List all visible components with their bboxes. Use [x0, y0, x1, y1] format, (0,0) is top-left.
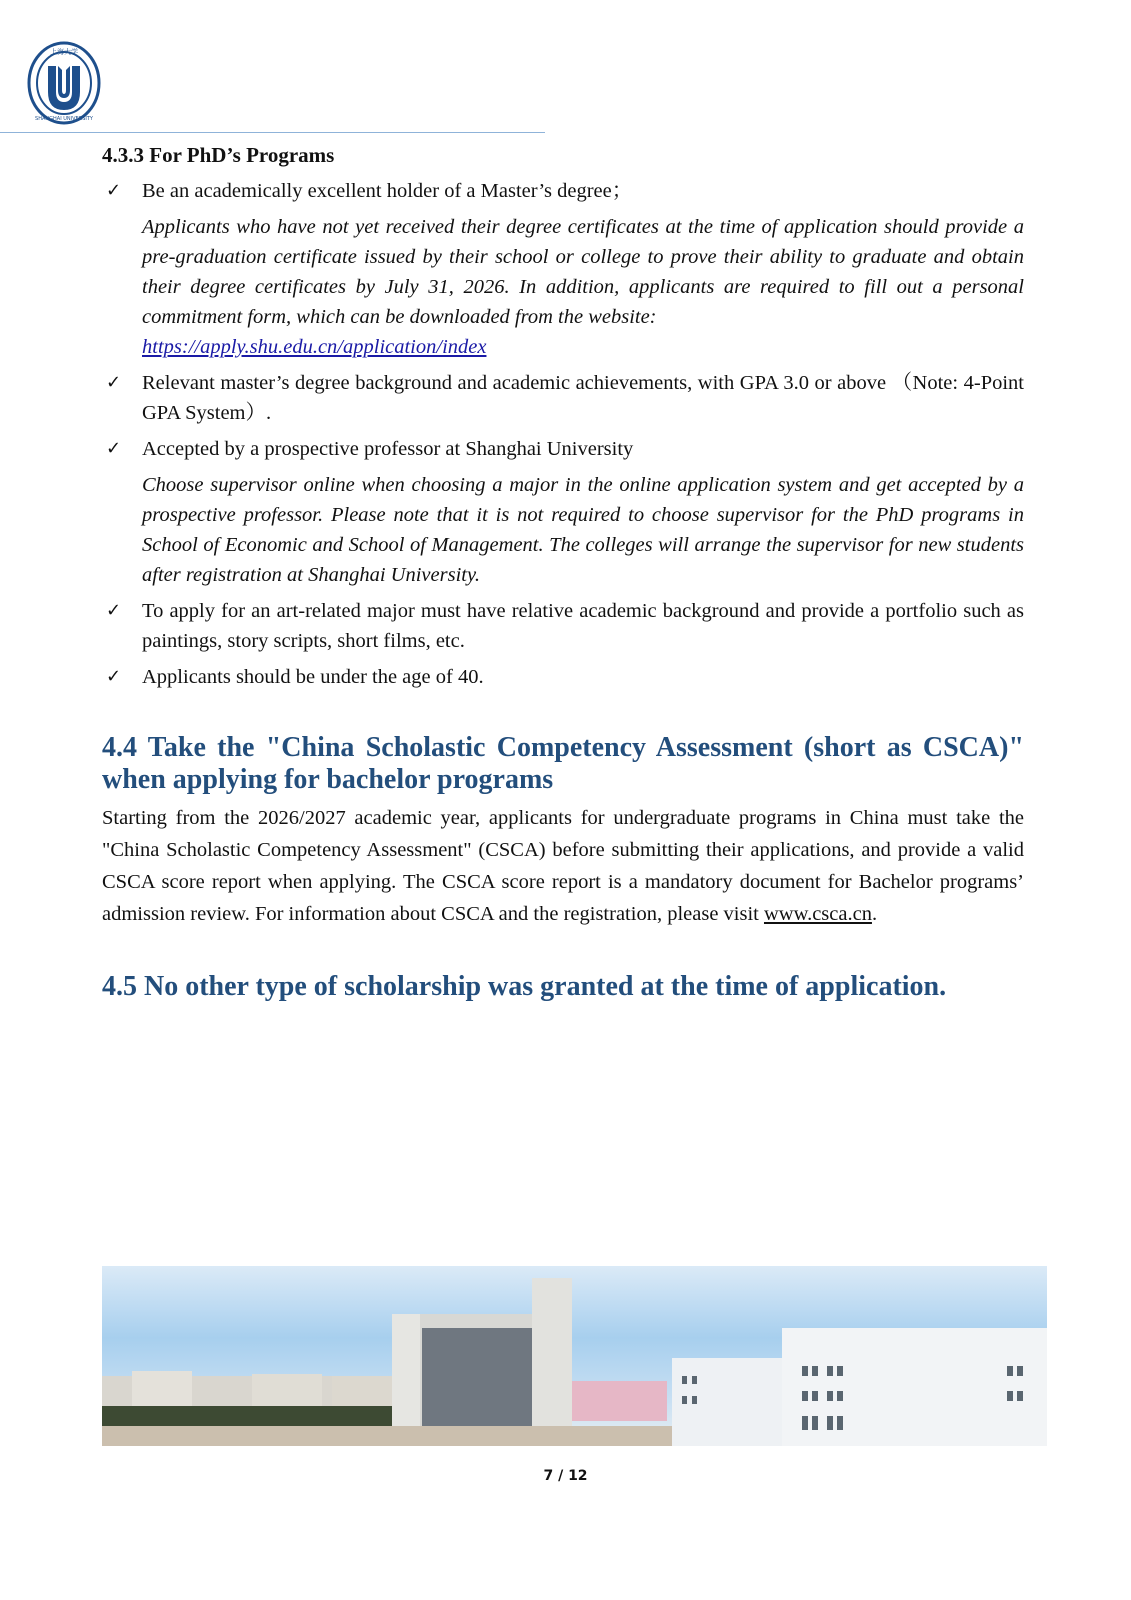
campus-illustration — [102, 1266, 1047, 1446]
section-4-5-heading: 4.5 No other type of scholarship was granted at the time of application. — [102, 971, 947, 1002]
requirement-note: Applicants who have not yet received their degree certificates at the time of application should provide a pre-graduation certificate issued by their school or college to prove their ability to graduate and obtain their degree certificates by July 31, 2026. In addition, applicants are required to fill out a personal commitment form, which can be downloaded from the website: https://apply.shu.edu.cn/application/index — [142, 216, 1024, 358]
checkmark-icon: ✓ — [106, 666, 122, 687]
checkmark-icon: ✓ — [106, 372, 122, 393]
requirement-item: ✓ To apply for an art-related major must have relative academic background and provide a portfolio such as paintings, story scripts, short films, etc. — [102, 596, 1024, 656]
checkmark-icon: ✓ — [106, 600, 122, 621]
header-divider — [0, 132, 545, 133]
application-link[interactable]: https://apply.shu.edu.cn/application/index — [142, 336, 487, 358]
requirement-note: Choose supervisor online when choosing a major in the online application system and get accepted by a prospective professor. Please note that it is not required to choose supervisor for the PhD programs in School of Economic and School of Management. The colleges will arrange the supervisor for new students after registration at Shanghai University. — [142, 474, 1024, 586]
svg-text:上海大学: 上海大学 — [50, 48, 78, 56]
requirement-item: ✓ Be an academically excellent holder of a Master’s degree； — [102, 176, 1024, 206]
section-4-3-3-heading: 4.3.3 For PhD’s Programs — [102, 143, 335, 167]
campus-photo — [102, 1266, 1047, 1446]
csca-link[interactable]: www.csca.cn — [763, 903, 872, 925]
page-content — [102, 140, 1024, 1004]
section-4-4-body: Starting from the 2026/2027 academic year, applicants for undergraduate programs in China must take the "China Scholastic Competency Assessment" (CSCA) before submitting their applications, and provide a valid CSCA score report when applying. The CSCA score report is a mandatory document for Bachelor programs’ admission review. For information about CSCA and the registration, please visit www.csca.cn. — [102, 807, 1024, 925]
shanghai-university-logo — [26, 40, 102, 126]
svg-text:SHANGHAI UNIVERSITY: SHANGHAI UNIVERSITY — [35, 116, 93, 122]
page-number: 7 / 12 — [543, 1468, 588, 1484]
checkmark-icon: ✓ — [106, 180, 122, 201]
requirement-item: ✓ Relevant master’s degree background and academic achievements, with GPA 3.0 or above （Note: 4-Point GPA System）. — [102, 368, 1024, 428]
checkmark-icon: ✓ — [106, 438, 122, 459]
section-4-4-heading: 4.4 Take the "China Scholastic Competency Assessment (short as CSCA)" when applying for bachelor programs — [102, 732, 1024, 795]
requirement-item: ✓ Accepted by a prospective professor at Shanghai University — [102, 434, 1024, 464]
requirement-item: ✓ Applicants should be under the age of 40. — [102, 662, 1024, 692]
